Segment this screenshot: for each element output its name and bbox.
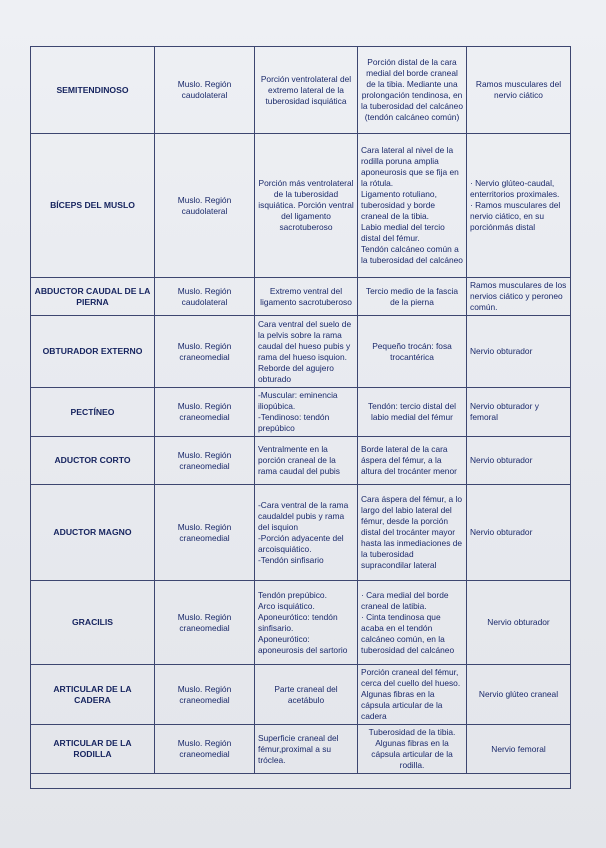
table-row [31, 388, 571, 437]
muscle-origin: Ventralmente en la porción craneal de la rama caudal del pubis [255, 437, 358, 485]
muscle-name: ADUCTOR MAGNO [31, 485, 155, 581]
muscle-name: GRACILIS [31, 581, 155, 665]
muscle-innervation: Nervio glúteo craneal [467, 665, 571, 725]
muscle-origin: Superficie craneal del fémur,proximal a su tróclea. [255, 725, 358, 774]
muscle-insertion: Cara áspera del fémur, a lo largo del labio lateral del fémur, desde la porción distal del trocánter mayor hasta las inmediaciones de la tuberosidad supracondilar lateral [358, 485, 467, 581]
muscle-origin: Parte craneal del acetábulo [255, 665, 358, 725]
muscle-location: Muslo. Región craneomedial [155, 725, 255, 774]
muscle-insertion: Pequeño trocán: fosa trocantérica [358, 316, 467, 388]
muscle-innervation: · Nervio glúteo-caudal, enterritorios proximales. · Ramos musculares del nervio ciático, en su porciónmás distal [467, 134, 571, 278]
muscle-insertion: Tendón: tercio distal del labio medial del fémur [358, 388, 467, 437]
muscle-insertion: Tuberosidad de la tibia. Algunas fibras en la cápsula articular de la rodilla. [358, 725, 467, 774]
muscle-name: ADUCTOR CORTO [31, 437, 155, 485]
muscle-insertion: · Cara medial del borde craneal de latibia. · Cinta tendinosa que acaba en el tendón calcáneo común, en la tuberosidad del calcáneo [358, 581, 467, 665]
muscle-origin: Cara ventral del suelo de la pelvis sobre la rama caudal del hueso pubis y rama del hueso isquion. Reborde del agujero obturado [255, 316, 358, 388]
table-row [31, 134, 571, 278]
table-row [31, 316, 571, 388]
muscle-origin: Porción más ventrolateral de la tuberosidad isquiática. Porción ventral del ligamento sacrotuberoso [255, 134, 358, 278]
muscle-origin: -Cara ventral de la rama caudaldel pubis y rama del isquion -Porción adyacente del arcoisquiático. -Tendón sinfisario [255, 485, 358, 581]
muscle-innervation: Ramos musculares del nervio ciático [467, 47, 571, 134]
muscle-table-wrapper [30, 46, 570, 789]
table-row-empty [31, 774, 571, 789]
muscle-insertion: Cara lateral al nivel de la rodilla poruna amplia aponeurosis que se fija en la rótula. Ligamento rotuliano, tuberosidad y borde craneal de la tibia. Labio medial del tercio distal del fémur. Tendón calcáneo común a la tuberosidad del calcáneo [358, 134, 467, 278]
muscle-innervation: Nervio obturador [467, 485, 571, 581]
muscle-insertion: Porción distal de la cara medial del borde craneal de la tibia. Mediante una prolongación tendinosa, en la tuberosidad del calcáneo (tendón calcáneo común) [358, 47, 467, 134]
table-row [31, 665, 571, 725]
muscle-insertion: Borde lateral de la cara áspera del fémur, a la altura del trocánter menor [358, 437, 467, 485]
table-row [31, 485, 571, 581]
muscle-origin: Porción ventrolateral del extremo lateral de la tuberosidad isquiática [255, 47, 358, 134]
muscle-location: Muslo. Región caudolateral [155, 47, 255, 134]
muscle-name: PECTÍNEO [31, 388, 155, 437]
muscle-location: Muslo. Región craneomedial [155, 437, 255, 485]
muscle-location: Muslo. Región craneomedial [155, 665, 255, 725]
muscle-name: ARTICULAR DE LA CADERA [31, 665, 155, 725]
muscle-location: Muslo. Región craneomedial [155, 388, 255, 437]
muscle-location: Muslo. Región caudolateral [155, 278, 255, 316]
muscle-insertion: Tercio medio de la fascia de la pierna [358, 278, 467, 316]
muscle-table [30, 46, 571, 789]
muscle-name: OBTURADOR EXTERNO [31, 316, 155, 388]
muscle-location: Muslo. Región craneomedial [155, 581, 255, 665]
muscle-innervation: Nervio obturador y femoral [467, 388, 571, 437]
muscle-innervation: Nervio obturador [467, 581, 571, 665]
muscle-innervation: Nervio obturador [467, 437, 571, 485]
table-row [31, 725, 571, 774]
muscle-origin: Extremo ventral del ligamento sacrotuberoso [255, 278, 358, 316]
muscle-origin: Tendón prepúbico. Arco isquiático. Aponeurótico: tendón sinfisario. Aponeurótico: aponeurosis del sartorio [255, 581, 358, 665]
muscle-innervation: Nervio femoral [467, 725, 571, 774]
muscle-insertion: Porción craneal del fémur, cerca del cuello del hueso. Algunas fibras en la cápsula articular de la cadera [358, 665, 467, 725]
table-row [31, 437, 571, 485]
muscle-location: Muslo. Región craneomedial [155, 316, 255, 388]
muscle-origin: -Muscular: eminencia iliopúbica. -Tendinoso: tendón prepúbico [255, 388, 358, 437]
table-row [31, 581, 571, 665]
table-row [31, 278, 571, 316]
muscle-name: ARTICULAR DE LA RODILLA [31, 725, 155, 774]
muscle-name: ABDUCTOR CAUDAL DE LA PIERNA [31, 278, 155, 316]
muscle-innervation: Nervio obturador [467, 316, 571, 388]
muscle-name: BÍCEPS DEL MUSLO [31, 134, 155, 278]
muscle-innervation: Ramos musculares de los nervios ciático y peroneo común. [467, 278, 571, 316]
muscle-location: Muslo. Región caudolateral [155, 134, 255, 278]
muscle-location: Muslo. Región craneomedial [155, 485, 255, 581]
table-row [31, 47, 571, 134]
muscle-name: SEMITENDINOSO [31, 47, 155, 134]
empty-cell [31, 774, 571, 789]
